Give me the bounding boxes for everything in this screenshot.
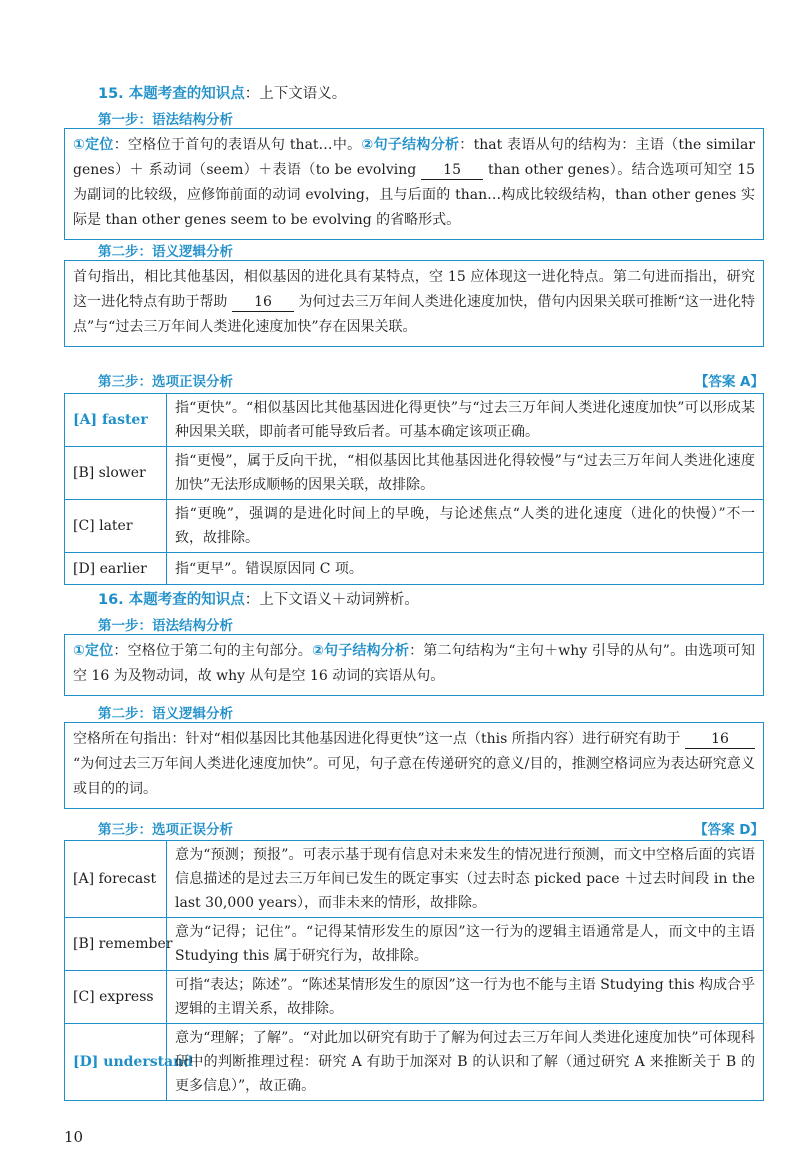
q16-logic-blank: 16 [685,730,755,749]
q16-step1-title: 第一步：语法结构分析 [98,618,233,634]
q16-logic-text-2: “为何过去三万年间人类进化速度加快”。可见，句子意在传递研究的意义/目的，推测空格词应为表达研究意义或目的的词。 [73,756,755,797]
q15-heading-number: 15. 本题考查的知识点 [98,86,245,102]
q16-option-key: [D] understand [65,1024,167,1101]
q16-structure-label: ②句子结构分析 [311,643,410,659]
q15-step1-box [64,128,764,240]
q15-options-table [64,393,764,585]
q16-option-text: 意为“记得；记住”。“记得某情形发生的原因”这一行为的逻辑主语通常是人，而文中的主语 Studying this 属于研究行为，故排除。 [167,918,764,971]
q16-heading-number: 16. 本题考查的知识点 [98,592,245,608]
page-number: 10 [64,1128,84,1146]
q16-heading-topic: ：上下文语义＋动词辨析。 [244,592,419,608]
q16-option-key: [B] remember [65,918,167,971]
q15-locate-label: ①定位 [73,137,114,153]
q16-structure-text: ：第二句结构为“主句＋why 引导的从句”。由选项可知空 16 为及物动词，故 why 从句是空 16 动词的宾语从句。 [73,643,755,684]
q16-locate-text: ：空格位于第二句的主句部分。 [113,643,312,659]
q15-option-key: [B] slower [65,447,167,500]
q16-heading [98,588,419,609]
q15-option-row [65,500,764,553]
q15-logic-text-2: 为何过去三万年间人类进化速度加快，借句内因果关联可推断“这一进化特点”与“过去三万年间人类进化速度加快”存在因果关联。 [73,294,756,335]
q16-option-text: 意为“预测；预报”。可表示基于现有信息对未来发生的情况进行预测，而文中空格后面的宾语信息描述的是过去三万年间已发生的既定事实（过去时态 picked pace ＋过去时间段 in the last 30,000 years），而非未来的情形，故排除。 [167,841,764,918]
q15-heading [98,82,346,103]
q15-structure-text-2: than other genes）。结合选项可知空 15 为副词的比较级，应修饰前面的动词 evolving，且与后面的 than…构成比较级结构，than other genes 实际是 than other genes seem to be evolving 的省略形式。 [73,162,756,228]
q16-options-table [64,840,764,1101]
q16-option-row [65,1024,764,1101]
q15-step2-box [64,260,764,347]
q16-option-row [65,918,764,971]
q15-step1-title: 第一步：语法结构分析 [98,112,233,128]
q16-step2-title: 第二步：语义逻辑分析 [98,706,233,722]
q15-answer: 【答案 A】 [694,374,764,390]
q15-option-key: [A] faster [65,394,167,447]
q16-option-text: 意为“理解；了解”。“对此加以研究有助于了解为何过去三万年间人类进化速度加快”可体现科研中的判断推理过程：研究 A 有助于加深对 B 的认识和了解（通过研究 A 来推断关于 B 的更多信息）”，故正确。 [167,1024,764,1101]
q16-option-key: [C] express [65,971,167,1024]
q15-option-key: [D] earlier [65,553,167,585]
q16-answer: 【答案 D】 [694,822,764,838]
q15-blank: 15 [421,161,483,180]
q16-option-text: 可指“表达；陈述”。“陈述某情形发生的原因”这一行为也不能与主语 Studying this 构成合乎逻辑的主谓关系，故排除。 [167,971,764,1024]
q15-locate-text: ：空格位于首句的表语从句 that…中。 [113,137,362,153]
q15-heading-topic: ：上下文语义。 [244,86,347,102]
q16-step3-title: 第三步：选项正误分析 [98,822,233,838]
q15-option-key: [C] later [65,500,167,553]
q15-option-text: 指“更晚”，强调的是进化时间上的早晚，与论述焦点“人类的进化速度（进化的快慢）”不一致，故排除。 [167,500,764,553]
q15-option-row [65,553,764,585]
q16-step1-box [64,634,764,696]
q15-option-row [65,394,764,447]
q15-logic-text: 首句指出，相比其他基因，相似基因的进化具有某特点，空 15 应体现这一进化特点。第二句进而指出，研究这一进化特点有助于帮助 [73,269,755,310]
q16-step2-box [64,722,764,809]
q15-option-row [65,447,764,500]
q15-structure-label: ②句子结构分析 [361,137,460,153]
q16-option-row [65,971,764,1024]
q15-option-text: 指“更快”。“相似基因比其他基因进化得更快”与“过去三万年间人类进化速度加快”可以形成某种因果关联，即前者可能导致后者。可基本确定该项正确。 [167,394,764,447]
q15-step2-title: 第二步：语义逻辑分析 [98,244,233,260]
q15-option-text: 指“更早”。错误原因同 C 项。 [167,553,764,585]
q16-logic-text: 空格所在句指出：针对“相似基因比其他基因进化得更快”这一点（this 所指内容）进行研究有助于 [73,731,681,747]
q16-locate-label: ①定位 [73,643,114,659]
q15-option-text: 指“更慢”，属于反向干扰，“相似基因比其他基因进化得较慢”与“过去三万年间人类进化速度加快”无法形成顺畅的因果关联，故排除。 [167,447,764,500]
q16-option-row [65,841,764,918]
q15-structure-text: ：that 表语从句的结构为：主语（the similar genes）＋ 系动词（seem）＋表语（to be evolving [73,137,755,178]
q15-logic-blank: 16 [232,293,294,312]
q15-step3-title: 第三步：选项正误分析 [98,374,233,390]
q16-option-key: [A] forecast [65,841,167,918]
